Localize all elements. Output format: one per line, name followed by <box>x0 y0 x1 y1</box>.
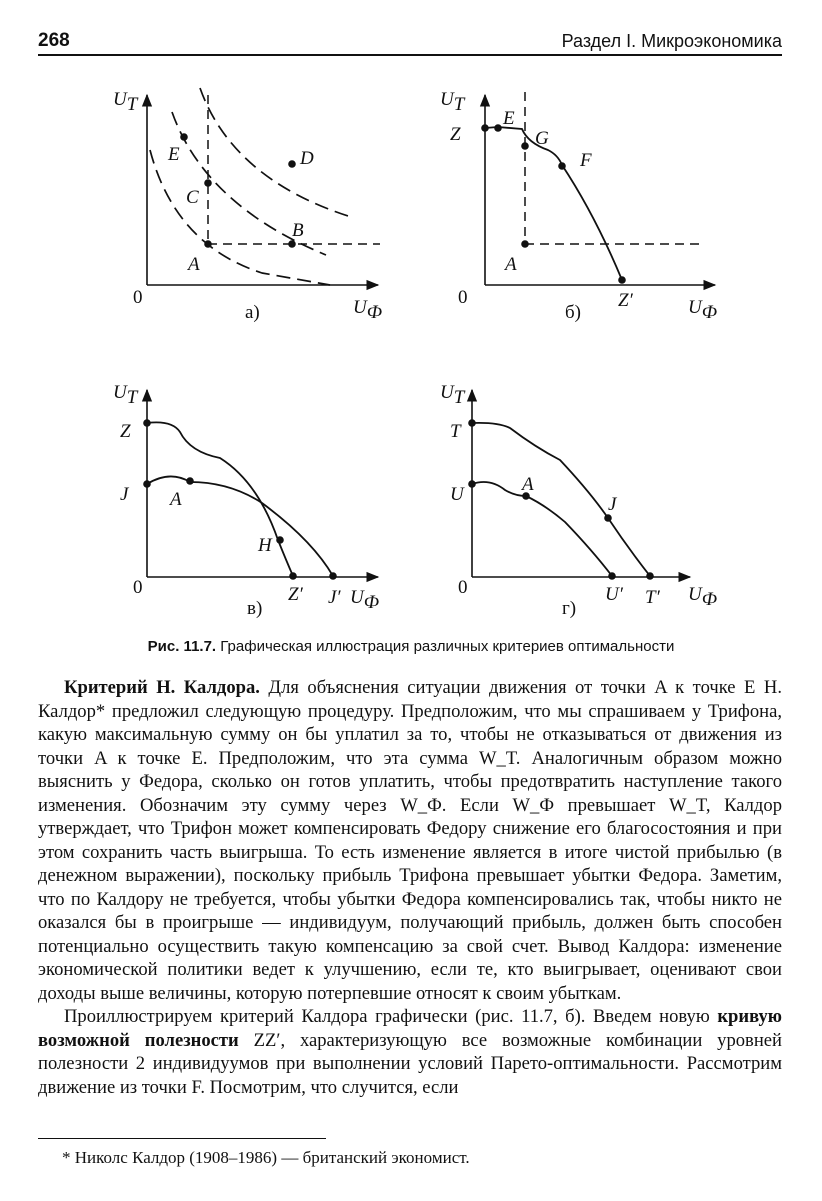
footnote-rule <box>38 1138 326 1139</box>
panel-b-label-A: A <box>505 254 517 275</box>
panel-v-label-J: J <box>120 484 129 505</box>
panel-a <box>113 88 382 323</box>
panel-v-caption: в) <box>247 598 263 619</box>
panel-a-label-C: C <box>186 187 199 208</box>
panel-a-indifference-curve-3 <box>200 88 348 216</box>
panel-b-point-E <box>494 124 502 132</box>
paragraph-illustration <box>38 1005 782 1099</box>
panel-a-x-label: UФ <box>353 297 383 323</box>
panel-b <box>440 89 717 323</box>
panel-v-label-Jp: J′ <box>328 587 341 608</box>
panel-b-origin: 0 <box>458 287 468 308</box>
panel-b-point-A <box>521 240 529 248</box>
panel-g-curve-TTp <box>472 423 650 576</box>
panel-g <box>440 382 717 619</box>
panel-b-label-Z: Z <box>450 124 461 145</box>
panel-b-point-Z <box>481 124 489 132</box>
panel-g-point-U <box>468 480 476 488</box>
panel-a-y-label: UT <box>113 89 138 115</box>
panel-b-caption: б) <box>565 302 581 323</box>
panel-a-label-D: D <box>300 148 314 169</box>
panel-g-label-Up: U′ <box>605 584 623 605</box>
panel-v-y-label: UT <box>113 382 138 408</box>
panel-v-point-Z <box>143 419 151 427</box>
body-text <box>38 676 782 1099</box>
panel-v-label-Zp: Z′ <box>288 584 303 605</box>
panel-b-point-G <box>521 142 529 150</box>
panel-a-origin: 0 <box>133 287 143 308</box>
panel-b-label-F: F <box>580 150 592 171</box>
panel-g-origin: 0 <box>458 577 468 598</box>
panel-a-label-B: B <box>292 220 304 241</box>
paragraph-illustration-start: Проиллюстрируем критерий Калдора графически (рис. 11.7, б). Введем новую <box>64 1006 710 1027</box>
panel-g-x-label: UФ <box>688 584 718 610</box>
panel-a-label-A: A <box>188 254 200 275</box>
panel-g-y-label: UT <box>440 382 465 408</box>
panel-a-label-E: E <box>168 144 180 165</box>
panel-v-label-H: H <box>258 535 272 556</box>
figure-caption-number: Рис. 11.7. <box>147 638 217 655</box>
panel-a-point-E <box>180 133 188 141</box>
figure-11-7 <box>0 60 822 632</box>
panel-v-point-J <box>143 480 151 488</box>
footnote: * Николс Калдор (1908–1986) — британский экономист. <box>62 1148 470 1167</box>
paragraph-illustration-rest: ZZ′, характеризующую все возможные комбинации уровней полезности 2 индивидуумов при выполнении условий Парето-оптимальности. Рассмотрим движение из точки F. Посмотрим, что случится, если <box>38 1029 782 1098</box>
panel-v-x-label: UФ <box>350 587 380 613</box>
panel-v-point-A <box>186 477 194 485</box>
panel-a-point-C <box>204 179 212 187</box>
panel-g-label-Tp: T′ <box>645 587 660 608</box>
panel-v-point-Jp <box>329 572 337 580</box>
panel-a-caption: а) <box>245 302 260 323</box>
panel-g-label-J: J <box>608 494 617 515</box>
panel-v-label-Z: Z <box>120 421 131 442</box>
paragraph-kaldor-title: Критерий Н. Калдора. <box>64 677 260 698</box>
panel-g-label-T: T <box>450 421 461 442</box>
panel-v-label-A: A <box>170 489 182 510</box>
panel-v-point-Zp <box>289 572 297 580</box>
panel-b-label-Zp: Z′ <box>618 290 633 311</box>
paragraph-kaldor-text: Для объяснения ситуации движения от точки A к точке E Н. Калдор* предложил следующую процедуру. Предположим, что мы спрашиваем у Трифона, какую максимальную сумму он бы уплатил за то, чтобы не отказываться от движения из точки A к точке E. Предположим, что эта сумма W_T. Аналогичным образом можно выяснить у Федора, сколько он готов уплатить, чтобы предотвратить наступление такого изменения. Обозначим эту сумму через W_Ф. Если W_Ф превышает W_T, Калдор утверждает, что Трифон может компенсировать Федору снижение его благосостояния и при этом сохранить часть выигрыша. То есть изменение является в итоге чистой прибылью (в денежном выражении), поскольку прибыль Трифона превышает убытки Федора. Заметим, что по Калдору не требуется, чтобы убытки Федора компенсировались так, чтобы никто не оказался бы в проигрыше — индивидуум, получающий прибыль, должен быть способен потенциально осуществить такую компенсацию за свой счет. Вывод Калдора: изменение экономической политики ведет к улучшению, если те, кто выигрывает, оценивают свои доходы выше величины, которую потерпевшие относят к своим убыткам. <box>38 677 782 1004</box>
figure-caption <box>0 638 822 655</box>
panel-v <box>113 382 379 619</box>
figure-caption-text: Графическая иллюстрация различных критериев оптимальности <box>220 638 675 655</box>
panel-a-point-D <box>288 160 296 168</box>
panel-b-point-Zp <box>618 276 626 284</box>
panel-g-point-J <box>604 514 612 522</box>
panel-g-label-U: U <box>450 484 464 505</box>
panel-b-point-F <box>558 162 566 170</box>
panel-g-caption: г) <box>562 598 577 619</box>
panel-v-point-H <box>276 536 284 544</box>
panel-g-point-Tp <box>646 572 654 580</box>
paragraph-illustration-term: кривую возможной полезности <box>38 1006 782 1051</box>
panel-b-label-G: G <box>535 128 549 149</box>
running-head: Раздел I. Микроэкономика <box>561 31 782 51</box>
panel-b-x-label: UФ <box>688 297 718 323</box>
panel-g-label-A: A <box>522 474 534 495</box>
panel-a-indifference-curve-1 <box>150 150 330 285</box>
panel-g-point-Up <box>608 572 616 580</box>
panel-v-origin: 0 <box>133 577 143 598</box>
page-number: 268 <box>38 30 70 51</box>
panel-b-y-label: UT <box>440 89 465 115</box>
paragraph-kaldor <box>38 676 782 1005</box>
panel-b-label-E: E <box>503 108 515 129</box>
page-header <box>38 28 782 56</box>
panel-a-point-A <box>204 240 212 248</box>
panel-g-point-T <box>468 419 476 427</box>
panel-a-point-B <box>288 240 296 248</box>
